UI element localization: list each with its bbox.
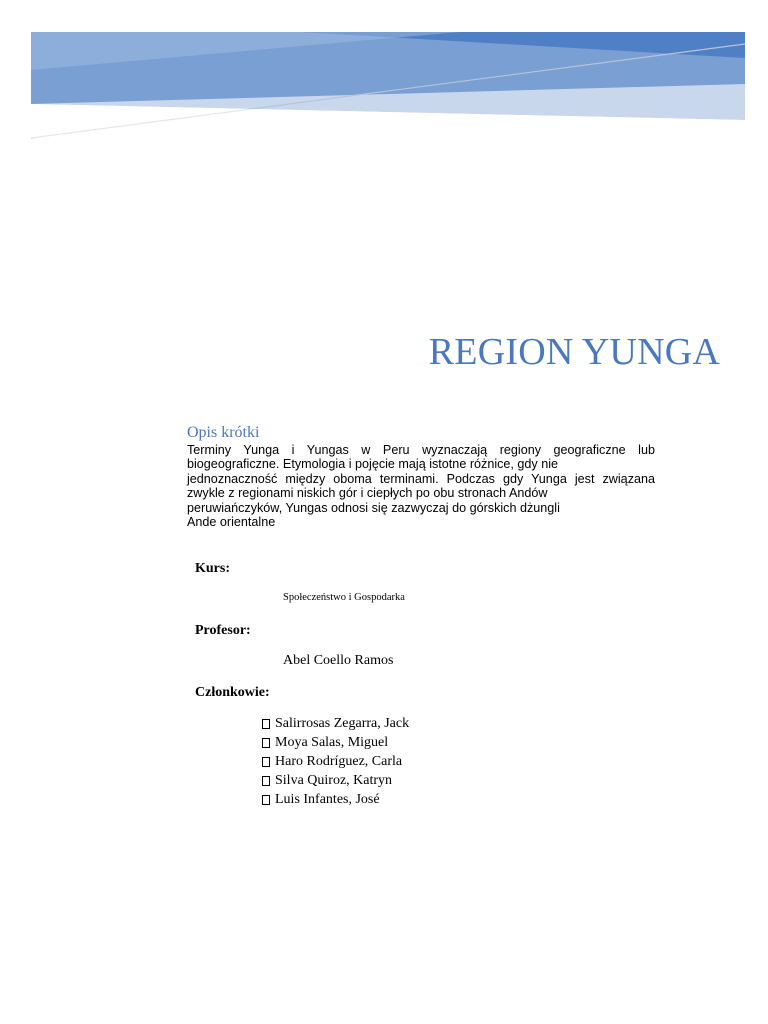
members-list — [262, 714, 409, 809]
professor-value: Abel Coello Ramos — [283, 653, 394, 668]
summary-line: jednoznaczność między oboma terminami. Podczas gdy Yunga jest związana — [187, 471, 655, 486]
box-bullet-icon — [262, 795, 270, 805]
header-banner — [0, 0, 768, 160]
professor-label: Profesor: — [195, 623, 251, 638]
summary-line: peruwiańczyków, Yungas odnosi się zazwyczaj do górskich dżungli — [187, 500, 560, 515]
member-name: Silva Quiroz, Katryn — [275, 773, 393, 788]
box-bullet-icon — [262, 738, 270, 748]
member-name: Luis Infantes, José — [275, 792, 380, 807]
summary-section — [187, 424, 655, 529]
summary-line: biogeograficzne. Etymologia i pojęcie mają istotne różnice, gdy nie — [187, 457, 559, 472]
box-bullet-icon — [262, 719, 270, 729]
member-name: Moya Salas, Miguel — [275, 735, 389, 750]
course-label: Kurs: — [195, 561, 230, 576]
member-name: Salirrosas Zegarra, Jack — [275, 716, 410, 731]
document-title: REGION YUNGA — [428, 331, 720, 373]
members-label: Członkowie: — [195, 685, 270, 700]
summary-body — [187, 443, 655, 529]
box-bullet-icon — [262, 757, 270, 767]
box-bullet-icon — [262, 776, 270, 786]
summary-line: Ande orientalne — [187, 515, 276, 530]
summary-line: zwykle z regionami niskich gór i ciepłych po obu stronach Andów — [187, 486, 548, 501]
member-name: Haro Rodríguez, Carla — [275, 754, 403, 769]
summary-line: Terminy Yunga i Yungas w Peru wyznaczają regiony geograficzne lub — [187, 443, 655, 457]
member-item — [262, 714, 409, 733]
summary-heading: Opis krótki — [187, 424, 260, 441]
member-item — [262, 733, 409, 752]
course-value: Społeczeństwo i Gospodarka — [283, 592, 405, 603]
member-item — [262, 790, 409, 809]
member-item — [262, 752, 409, 771]
member-item — [262, 771, 409, 790]
